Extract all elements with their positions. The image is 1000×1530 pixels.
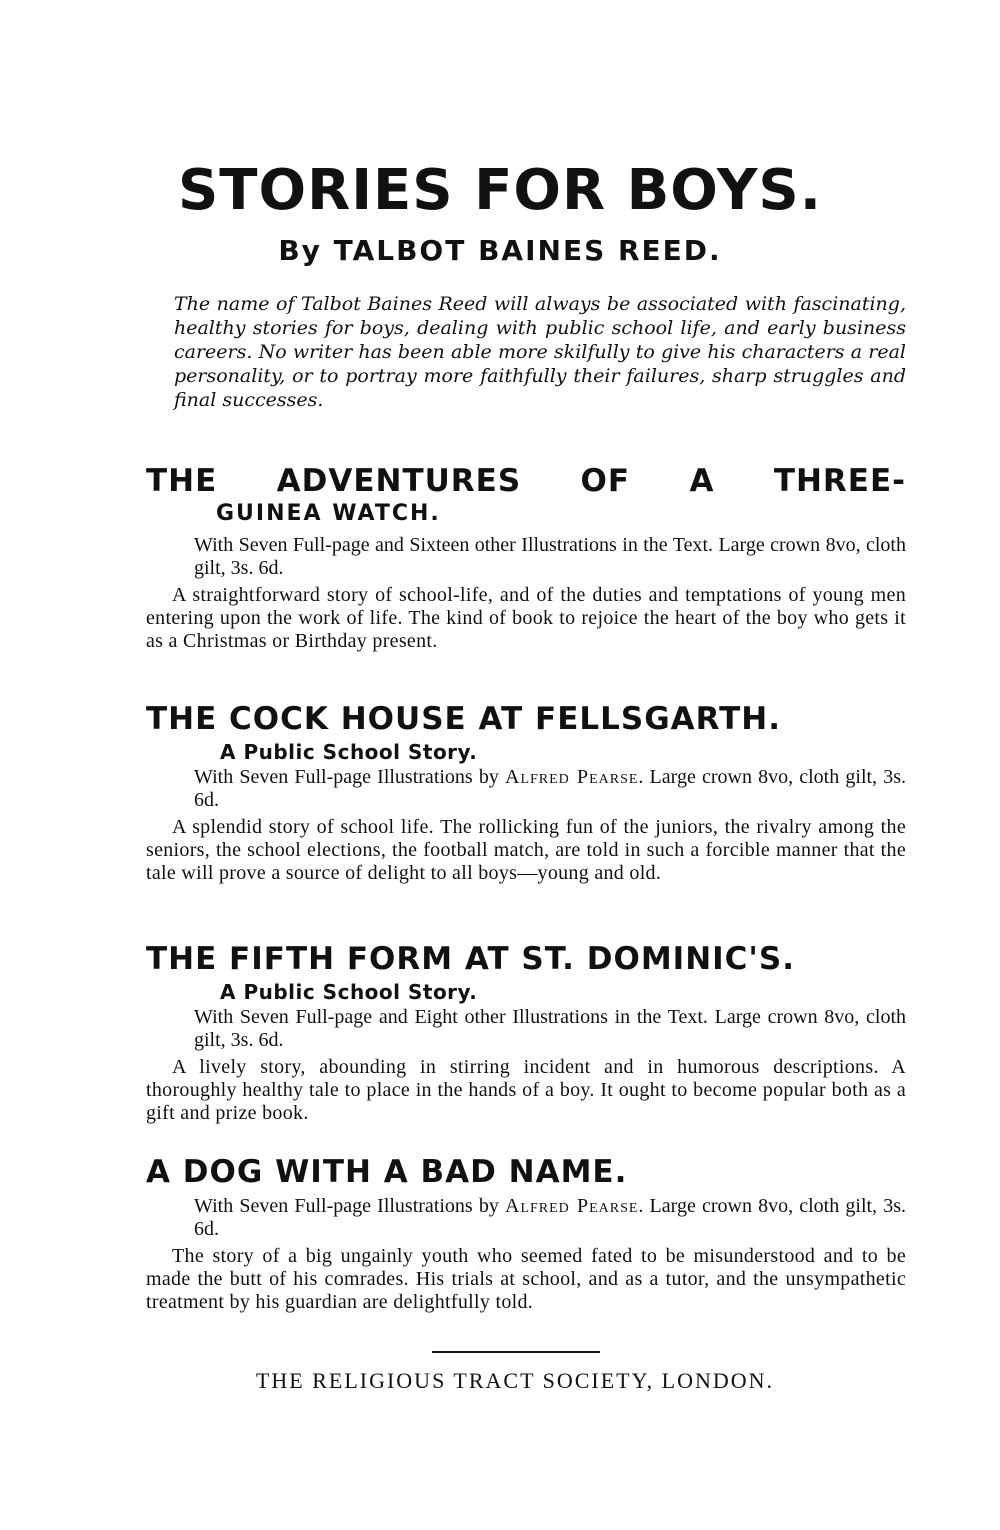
book-illustrations-info bbox=[146, 766, 906, 812]
book-description: A splendid story of school life. The rollicking fun of the juniors, the rivalry among the seniors, the school elections, the football match, are told in such a forcible manner that the tale will prove a source of delight to all boys—young and old. bbox=[146, 816, 906, 884]
publisher-imprint: THE RELIGIOUS TRACT SOCIETY, LONDON. bbox=[255, 1368, 775, 1393]
book-title: THE COCK HOUSE AT FELLSGARTH. bbox=[146, 701, 781, 737]
intro-paragraph: The name of Talbot Baines Reed will always be associated with fascinating, healthy stories for boys, dealing with public school life, and early business careers. No writer has been able more skilfully to give his characters a real personality, or to portray more faithfully their failures, sharp struggles and final successes. bbox=[174, 293, 906, 411]
book-title: A DOG WITH A BAD NAME. bbox=[146, 1154, 628, 1190]
illustrations-text-end: . Large crown 8vo, cloth gilt, 3s. 6d. bbox=[194, 1195, 906, 1240]
illustrations-text-end: . Large crown 8vo, cloth gilt, 3s. 6d. bbox=[194, 766, 906, 811]
book-title: THE ADVENTURES OF A THREE- bbox=[146, 463, 906, 499]
book-description: The story of a big ungainly youth who seemed fated to be misunderstood and to be made the butt of his comrades. His trials at school, and as a tutor, and the unsympathetic treatment by his guardian are delightfully told. bbox=[146, 1245, 906, 1313]
book-entry-dog-bad-name bbox=[146, 1153, 906, 1314]
book-entry-cock-house bbox=[146, 700, 906, 885]
book-subtitle: A Public School Story. bbox=[220, 980, 478, 1004]
book-title: THE FIFTH FORM AT ST. DOMINIC'S. bbox=[146, 941, 796, 977]
book-description: A lively story, abounding in stirring incident and in humorous descriptions. A thoroughly healthy tale to place in the hands of a boy. It ought to become popular both as a gift and prize book. bbox=[146, 1056, 906, 1124]
book-subtitle: A Public School Story. bbox=[220, 740, 478, 764]
book-illustrations-info: With Seven Full-page and Eight other Illustrations in the Text. Large crown 8vo, cloth gilt, 3s. 6d. bbox=[194, 1006, 906, 1051]
illustrations-text: With Seven Full-page Illustrations by bbox=[194, 1195, 499, 1217]
book-entry-three-guinea-watch bbox=[146, 462, 906, 653]
illustrator-name: Alfred Pearse bbox=[505, 1195, 639, 1217]
page-title: STORIES FOR BOYS. bbox=[177, 158, 823, 223]
illustrations-text: With Seven Full-page Illustrations by bbox=[194, 766, 499, 788]
book-illustrations-info: With Seven Full-page and Sixteen other Illustrations in the Text. Large crown 8vo, cloth gilt, 3s. 6d. bbox=[194, 534, 906, 579]
book-description: A straightforward story of school-life, and of the duties and temptations of young men entering upon the work of life. The kind of book to rejoice the heart of the boy who gets it as a Christmas or Birthday present. bbox=[146, 584, 906, 652]
illustrator-name: Alfred Pearse bbox=[505, 766, 639, 788]
divider-rule bbox=[432, 1351, 600, 1353]
book-title-continued: GUINEA WATCH. bbox=[216, 501, 441, 526]
book-entry-fifth-form bbox=[146, 940, 906, 1125]
author-byline: By TALBOT BAINES REED. bbox=[278, 234, 722, 267]
book-illustrations-info bbox=[146, 1195, 906, 1241]
